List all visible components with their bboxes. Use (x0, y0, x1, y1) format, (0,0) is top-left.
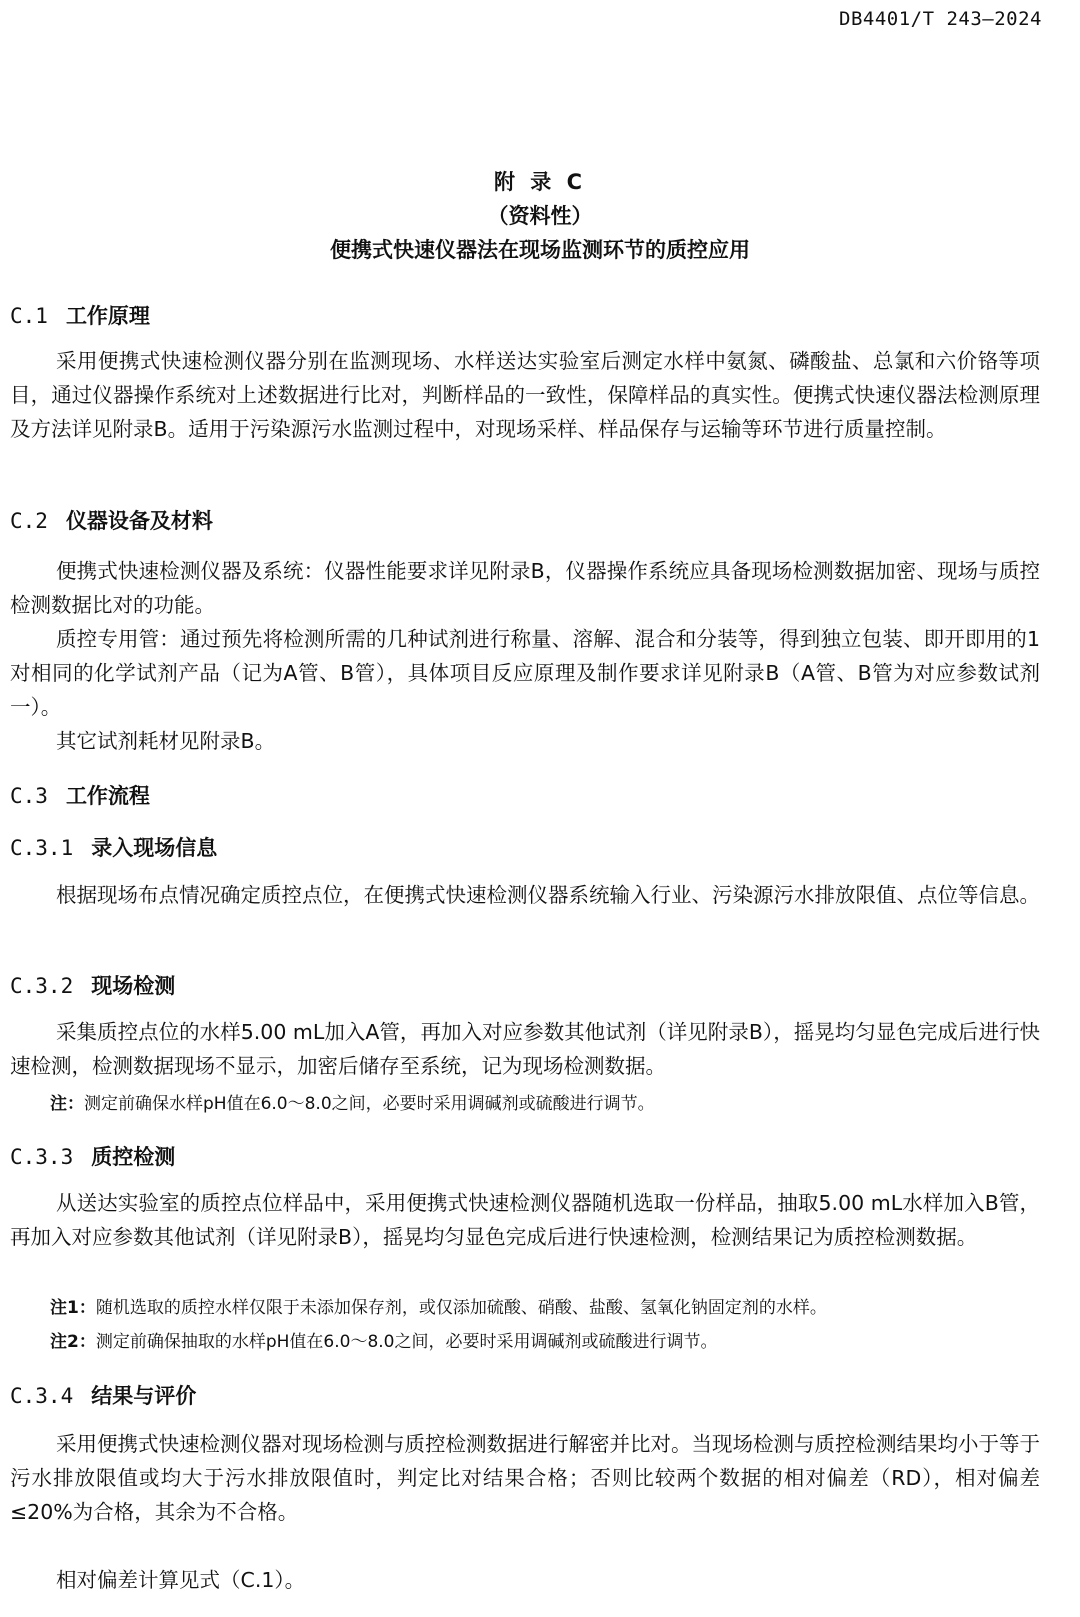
section-title: 仪器设备及材料 (65, 509, 213, 533)
note-label: 注2： (50, 1332, 96, 1352)
section-title: 质控检测 (91, 1145, 176, 1169)
section-title: 工作原理 (65, 304, 150, 328)
paragraph: 根据现场布点情况确定质控点位，在便携式快速检测仪器系统输入行业、污染源污水排放限值、点位等信息。 (56, 883, 1040, 907)
document-code: DB4401/T 243—2024 (839, 8, 1042, 30)
paragraph: 质控专用管：通过预先将检测所需的几种试剂进行称量、溶解、混合和分装等，得到独立包装、即开即用的1对相同的化学试剂产品（记为A管、B管），具体项目反应原理及制作要求详见附录B（A管、B管为对应参数试剂一）。 (10, 627, 1040, 719)
paragraph: 相对偏差计算见式（C.1）。 (56, 1568, 306, 1592)
paragraph: 采用便携式快速检测仪器分别在监测现场、水样送达实验室后测定水样中氨氮、磷酸盐、总氯和六价铬等项目，通过仪器操作系统对上述数据进行比对，判断样品的一致性，保障样品的真实性。便携式快速仪器法检测原理及方法详见附录B。适用于污染源污水监测过程中，对现场采样、样品保存与运输等环节进行质量控制。 (10, 349, 1040, 441)
note-label: 注1： (50, 1298, 96, 1318)
section-heading (10, 780, 150, 810)
subsection-heading (10, 970, 175, 1000)
section-number: C.3.1 (10, 836, 74, 860)
note (50, 1329, 1040, 1355)
section-number: C.3.3 (10, 1145, 74, 1169)
section-number: C.3.4 (10, 1384, 74, 1408)
subsection-heading (10, 1141, 175, 1171)
section-title: 工作流程 (65, 784, 150, 808)
appendix-type: （资料性） (487, 204, 593, 228)
section-number: C.2 (10, 509, 48, 533)
paragraph: 从送达实验室的质控点位样品中，采用便携式快速检测仪器随机选取一份样品，抽取5.00 mL水样加入B管，再加入对应参数其他试剂（详见附录B），摇晃均匀显色完成后进行快速检测，检测结果记为质控检测数据。 (10, 1191, 1040, 1249)
subsection-heading (10, 1380, 196, 1410)
section-title: 结果与评价 (91, 1384, 197, 1408)
paragraph: 便携式快速检测仪器及系统：仪器性能要求详见附录B，仪器操作系统应具备现场检测数据加密、现场与质控检测数据比对的功能。 (10, 559, 1040, 617)
note-text: 随机选取的质控水样仅限于未添加保存剂，或仅添加硫酸、硝酸、盐酸、氢氧化钠固定剂的水样。 (95, 1298, 827, 1318)
paragraph: 采用便携式快速检测仪器对现场检测与质控检测数据进行解密并比对。当现场检测与质控检测结果均小于等于污水排放限值或均大于污水排放限值时，判定比对结果合格；否则比较两个数据的相对偏差（RD），相对偏差≤20%为合格，其余为不合格。 (10, 1432, 1040, 1524)
note-text: 测定前确保抽取的水样pH值在6.0～8.0之间，必要时采用调碱剂或硫酸进行调节。 (95, 1332, 718, 1352)
section-heading (10, 300, 150, 330)
appendix-label: 附 录 C (493, 170, 587, 194)
section-title: 录入现场信息 (91, 836, 218, 860)
section-number: C.1 (10, 304, 48, 328)
section-title: 现场检测 (91, 974, 176, 998)
paragraph: 采集质控点位的水样5.00 mL加入A管，再加入对应参数其他试剂（详见附录B），摇晃均匀显色完成后进行快速检测，检测数据现场不显示，加密后储存至系统，记为现场检测数据。 (10, 1020, 1040, 1078)
appendix-title: 便携式快速仪器法在现场监测环节的质控应用 (330, 238, 750, 262)
note (50, 1295, 1040, 1321)
paragraph: 其它试剂耗材见附录B。 (56, 729, 276, 753)
section-number: C.3.2 (10, 974, 74, 998)
section-number: C.3 (10, 784, 48, 808)
note-text: 测定前确保水样pH值在6.0～8.0之间，必要时采用调碱剂或硫酸进行调节。 (84, 1094, 655, 1114)
note (50, 1091, 1040, 1117)
section-heading (10, 505, 213, 535)
subsection-heading (10, 832, 217, 862)
note-label: 注： (50, 1094, 84, 1114)
